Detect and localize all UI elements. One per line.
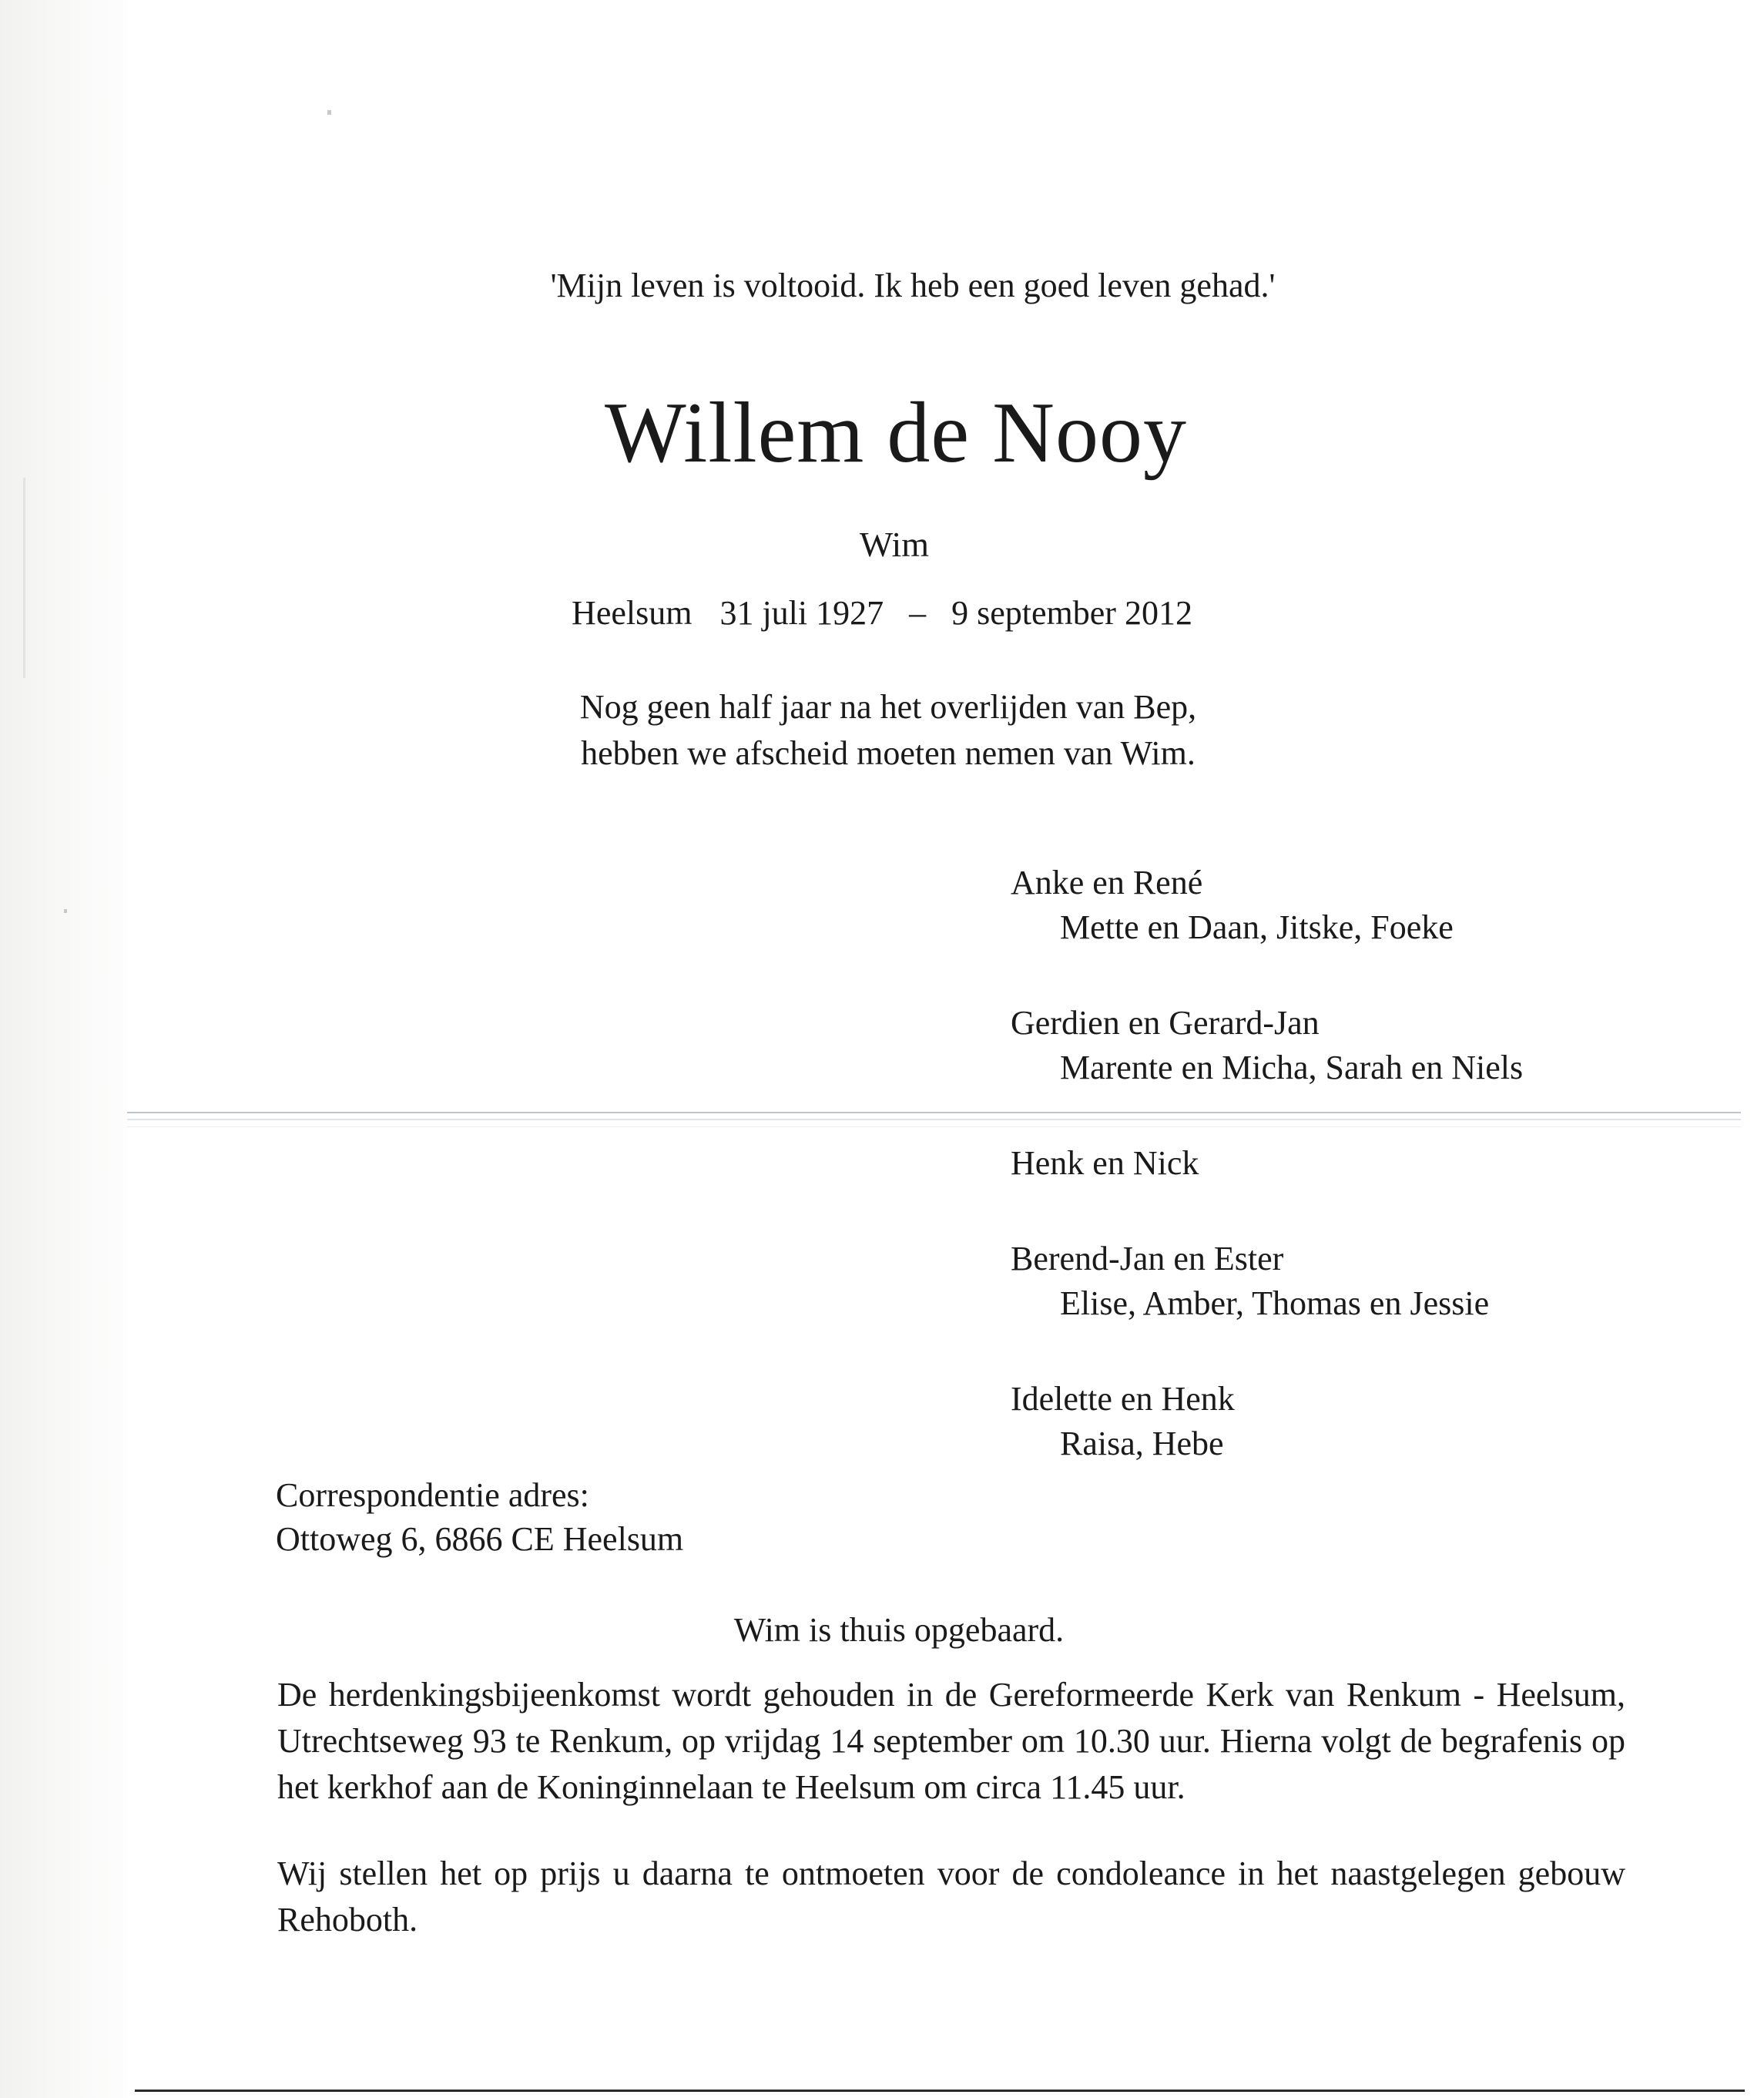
scan-speck	[23, 478, 25, 678]
ceremony-paragraph: De herdenkingsbijeenkomst wordt gehouden in de Gereformeerde Kerk van Renkum - Heelsum, Utrechtseweg 93 te Renkum, op vrijdag 14 september om 10.30 uur. Hierna volgt de begrafenis op het kerkhof aan de Koninginnelaan te Heelsum om circa 11.45 uur.	[277, 1676, 1625, 1806]
family-parents: Gerdien en Gerard-Jan	[1011, 1004, 1320, 1042]
scan-speck	[327, 110, 331, 115]
family-parents: Henk en Nick	[1011, 1144, 1199, 1182]
family-children: Mette en Daan, Jitske, Foeke	[1060, 908, 1454, 946]
intro-line: hebben we afscheid moeten nemen van Wim.	[581, 734, 1196, 772]
deceased-name: Willem de Nooy	[605, 385, 1187, 481]
birth-date: 31 juli 1927	[719, 594, 884, 632]
family-parents: Anke en René	[1011, 864, 1203, 901]
life-dates	[0, 593, 1764, 633]
family-group	[1011, 1003, 1523, 1093]
family-parents: Idelette en Henk	[1011, 1380, 1235, 1418]
family-children: Elise, Amber, Thomas en Jessie	[1060, 1284, 1490, 1322]
card-bottom-edge	[135, 2090, 1745, 2092]
date-dash: –	[909, 594, 927, 632]
death-date: 9 september 2012	[951, 594, 1192, 632]
family-group	[1011, 1379, 1523, 1469]
family-children: Raisa, Hebe	[1060, 1425, 1224, 1462]
condolence-paragraph: Wij stellen het op prijs u daarna te ontmoeten voor de condoleance in het naastgelegen gebouw Rehoboth.	[277, 1855, 1625, 1939]
correspondence-address: Ottoweg 6, 6866 CE Heelsum	[276, 1520, 684, 1558]
epigraph-quote: 'Mijn leven is voltooid. Ik heb een goed leven gehad.'	[550, 267, 1276, 304]
family-children: Marente en Micha, Sarah en Niels	[1060, 1049, 1524, 1086]
family-group	[1011, 1239, 1523, 1328]
intro-line: Nog geen half jaar na het overlijden van Bep,	[579, 688, 1197, 726]
family-parents: Berend-Jan en Ester	[1011, 1240, 1284, 1277]
place-of-death: Heelsum	[572, 594, 693, 632]
scan-margin	[0, 0, 127, 2098]
scan-speck	[64, 909, 67, 913]
deceased-nickname: Wim	[859, 525, 930, 564]
correspondence-label: Correspondentie adres:	[276, 1476, 589, 1514]
family-group	[1011, 1143, 1523, 1188]
family-group	[1011, 863, 1523, 952]
lying-in-state-notice: Wim is thuis opgebaard.	[733, 1611, 1065, 1649]
family-list	[1011, 863, 1523, 1519]
